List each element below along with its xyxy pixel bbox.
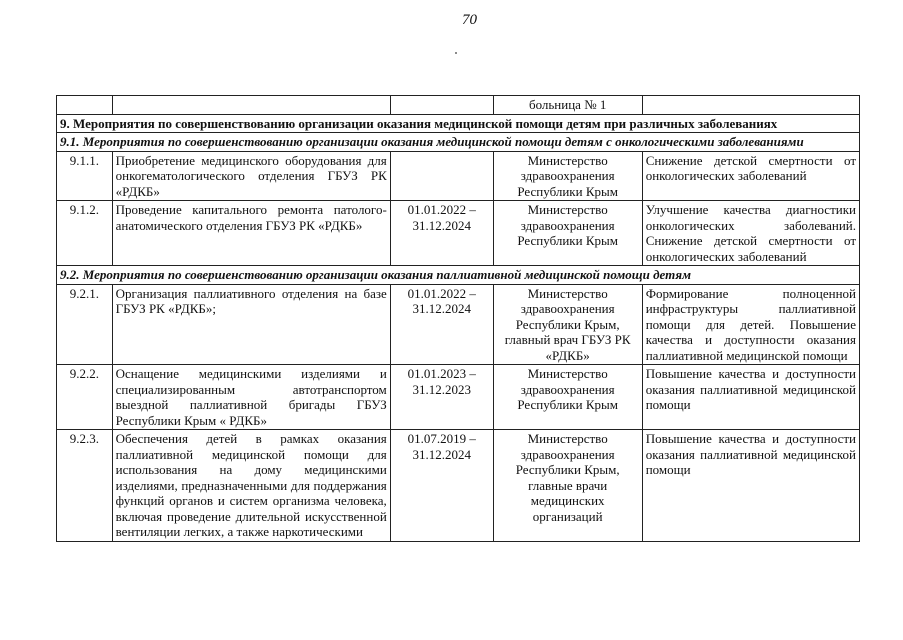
row-number: 9.2.3. [57, 430, 113, 542]
row-number: 9.2.2. [57, 365, 113, 430]
responsible-cell: Министерство здравоохранения Республики Крым, главный врач ГБУЗ РК «РДКБ» [493, 284, 642, 365]
responsible-cell: Министерство здравоохранения Республики Крым, главные врачи медицинских организаций [493, 430, 642, 542]
dates-cell: 01.07.2019 – 31.12.2024 [390, 430, 493, 542]
dates-cell [390, 151, 493, 201]
table-row [57, 284, 860, 365]
responsible-cell: Министерство здравоохранения Республики Крым [493, 151, 642, 201]
dates-cell: 01.01.2022 – 31.12.2024 [390, 201, 493, 266]
dates-cell: 01.01.2023 – 31.12.2023 [390, 365, 493, 430]
result-cell: Снижение детской смертности от онкологических заболеваний [642, 151, 859, 201]
section-row [57, 114, 860, 133]
hospital-cell: больница № 1 [493, 96, 642, 115]
action-cell: Приобретение медицинского оборудования для онкогематологического отделения ГБУЗ РК «РДКБ» [112, 151, 390, 201]
table-row [57, 365, 860, 430]
result-cell: Улучшение качества диагностики онкологических заболеваний. Снижение детской смертности от онкологических заболеваний [642, 201, 859, 266]
table-cell [390, 96, 493, 115]
result-cell: Повышение качества и доступности оказания паллиативной медицинской помощи [642, 365, 859, 430]
table-row [57, 151, 860, 201]
table-row [57, 201, 860, 266]
table-cell [112, 96, 390, 115]
page-number: 70 [462, 12, 477, 28]
subsection-row [57, 266, 860, 285]
action-cell: Обеспечения детей в рамках оказания паллиативной медицинской помощи для использования на дому медицинскими изделиями, предназначенными для поддержания функций органов и систем организма человека, включая проведение длительной искусственной вентиляции легких, а также наркотическими [112, 430, 390, 542]
table-cell [642, 96, 859, 115]
action-cell: Организация паллиативного отделения на базе ГБУЗ РК «РДКБ»; [112, 284, 390, 365]
row-number: 9.1.2. [57, 201, 113, 266]
scan-dot [455, 52, 457, 54]
action-cell: Оснащение медицинскими изделиями и специализированным автотранспортом выездной паллиативной бригады ГБУЗ Республики Крым « РДКБ» [112, 365, 390, 430]
action-cell: Проведение капитального ремонта патолого-анатомического отделения ГБУЗ РК «РДКБ» [112, 201, 390, 266]
dates-cell: 01.01.2022 – 31.12.2024 [390, 284, 493, 365]
table-row [57, 430, 860, 542]
section-9-heading: 9. Мероприятия по совершенствованию организации оказания медицинской помощи детям при различных заболеваниях [57, 114, 860, 133]
table-cell [57, 96, 113, 115]
subsection-9-1-heading: 9.1. Мероприятия по совершенствованию организации оказания медицинской помощи детям с онкологическими заболеваниями [57, 133, 860, 152]
table-row [57, 96, 860, 115]
measures-table [56, 95, 860, 542]
responsible-cell: Министерство здравоохранения Республики Крым [493, 201, 642, 266]
subsection-9-2-heading: 9.2. Мероприятия по совершенствованию организации оказания паллиативной медицинской помощи детям [57, 266, 860, 285]
result-cell: Формирование полноценной инфраструктуры паллиативной помощи для детей. Повышение качества и доступности оказания паллиативной медицинской помощи [642, 284, 859, 365]
row-number: 9.2.1. [57, 284, 113, 365]
responsible-cell: Министерство здравоохранения Республики Крым [493, 365, 642, 430]
subsection-row [57, 133, 860, 152]
row-number: 9.1.1. [57, 151, 113, 201]
result-cell: Повышение качества и доступности оказания паллиативной медицинской помощи [642, 430, 859, 542]
